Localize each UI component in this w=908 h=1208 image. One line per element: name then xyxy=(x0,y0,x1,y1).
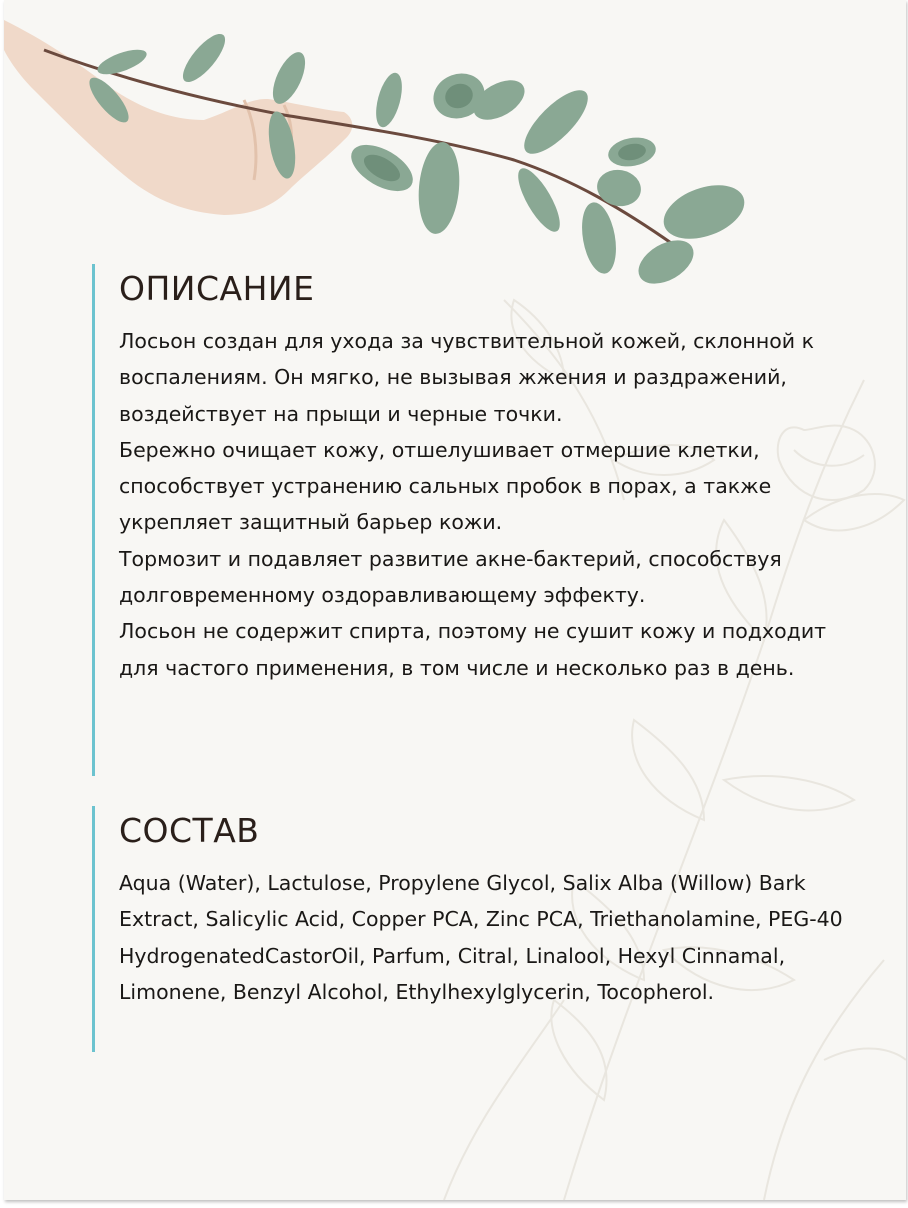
description-paragraph: Бережно очищает кожу, отшелушивает отмершие клетки, способствует устранению сальных пробок в порах, а также укрепляет защитный барьер кожи. xyxy=(119,437,772,535)
description-section xyxy=(92,264,859,776)
composition-section xyxy=(92,806,859,1052)
composition-ingredients: Aqua (Water), Lactulose, Propylene Glycol, Salix Alba (Willow) Bark Extract, Salicylic Acid, Copper PCA, Zinc PCA, Triethanolamine, PEG-40 HydrogenatedCastorOil, Parfum, Citral, Linalool, Hexyl Cinnamal, Limonene, Benzyl Alcohol, Ethylhexylglycerin, Tocopherol. xyxy=(119,871,843,1004)
description-paragraph: Тормозит и подавляет развитие акне-бактерий, способствуя долговременному оздоравливающему эффекту. xyxy=(119,546,782,608)
composition-body xyxy=(119,865,859,1010)
product-info-card xyxy=(4,0,906,1200)
composition-title: СОСТАВ xyxy=(119,811,260,850)
description-paragraph: Лосьон создан для ухода за чувствительной кожей, склонной к воспалениям. Он мягко, не вызывая жжения и раздражений, воздействует на прыщи и черные точки. xyxy=(119,329,814,426)
description-body xyxy=(119,323,859,686)
description-paragraph: Лосьон не содержит спирта, поэтому не сушит кожу и подходит для частого применения, в том числе и несколько раз в день. xyxy=(119,619,827,680)
description-title: ОПИСАНИЕ xyxy=(119,269,315,308)
